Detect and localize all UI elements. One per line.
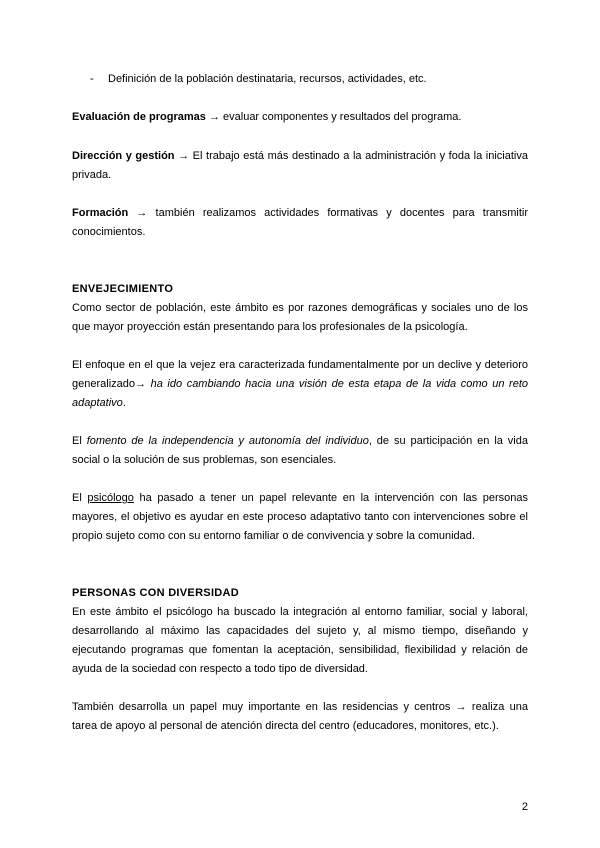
bullet-text: Definición de la población destinataria, recursos, actividades, etc. [108, 73, 427, 85]
p2-italic: ha ido cambiando hacia una visión de esta etapa de la vida como un reto [150, 378, 528, 390]
envejecimiento-p3-line2: social o la solución de sus problemas, son esenciales. [72, 454, 337, 466]
direccion-line1 [72, 147, 528, 166]
page-number: 2 [521, 801, 528, 813]
diversidad-heading: PERSONAS CON DIVERSIDAD [72, 587, 240, 599]
direccion-text: El trabajo está más destinado a la administración y foda la iniciativa [192, 150, 528, 162]
p4-start: El [72, 492, 82, 504]
p2-period: . [122, 397, 126, 409]
p4-psicologo-underlined: psicólogo [87, 492, 134, 504]
p2-generalizado: generalizado [72, 378, 135, 390]
evaluacion-text: evaluar componentes y resultados del programa. [223, 111, 462, 123]
evaluacion-arrow: → [208, 111, 220, 123]
diversidad-p2-line2: tarea de apoyo al personal de atención directa del centro (educadores, monitores, etc.). [72, 720, 499, 732]
p3-start: El [72, 435, 82, 447]
diversidad-p1-line1: En este ámbito el psicólogo ha buscado la integración al entorno familiar, social y laboral, [72, 606, 528, 618]
envejecimiento-p1-line1: Como sector de población, este ámbito es por razones demográficas y sociales uno de los [72, 302, 528, 314]
envejecimiento-p3-line1 [72, 432, 528, 451]
envejecimiento-p4-line3: propio sujeto como con su entorno familiar o de convivencia y sobre la comunidad. [72, 530, 475, 542]
envejecimiento-p4-line2: mayores, el objetivo es ayudar en este proceso adaptativo tanto con intervenciones sobre el [72, 511, 528, 523]
envejecimiento-p4-line1 [72, 489, 528, 508]
formacion-line2: conocimientos. [72, 226, 146, 238]
p3-italic: fomento de la independencia y autonomía del individuo [86, 435, 369, 447]
evaluacion-paragraph [72, 108, 528, 127]
envejecimiento-p2-line1: El enfoque en el que la vejez era caracterizada fundamentalmente por un declive y deterioro [72, 359, 528, 371]
formacion-line1 [72, 204, 528, 223]
diversidad-p2-line1: También desarrolla un papel muy importante en las residencias y centros → realiza una [72, 701, 528, 713]
bullet-marker: - [90, 73, 94, 85]
envejecimiento-p1-line2: que mayor proyección están presentando para los profesionales de la psicología. [72, 321, 468, 333]
diversidad-p1-line2: desarrollando al máximo las capacidades del sujeto y, al mismo tiempo, diseñando y [72, 625, 528, 637]
p3-end: , de su participación en la vida [368, 435, 528, 447]
formacion-arrow: → [136, 207, 148, 219]
evaluacion-term: Evaluación de programas [72, 111, 206, 123]
formacion-term: Formación [72, 207, 129, 219]
direccion-arrow: → [178, 150, 190, 162]
envejecimiento-heading: ENVEJECIMIENTO [72, 283, 174, 295]
envejecimiento-p2-line3 [72, 394, 528, 413]
diversidad-p1-line4: ayuda de la sociedad con respecto a todo tipo de diversidad. [72, 663, 368, 675]
p2-arrow: → [135, 378, 146, 390]
envejecimiento-p2-line2 [72, 375, 528, 394]
p4-end: ha pasado a tener un papel relevante en la intervención con las personas [139, 492, 528, 504]
direccion-line2: privada. [72, 169, 112, 181]
p2-adaptativo: adaptativo [72, 397, 123, 409]
formacion-text: también realizamos actividades formativas y docentes para transmitir [155, 207, 529, 219]
diversidad-p1-line3: ejecutando programas que fomentan la aceptación, sensibilidad, flexibilidad y relación de [72, 644, 528, 656]
direccion-term: Dirección y gestión [72, 150, 175, 162]
